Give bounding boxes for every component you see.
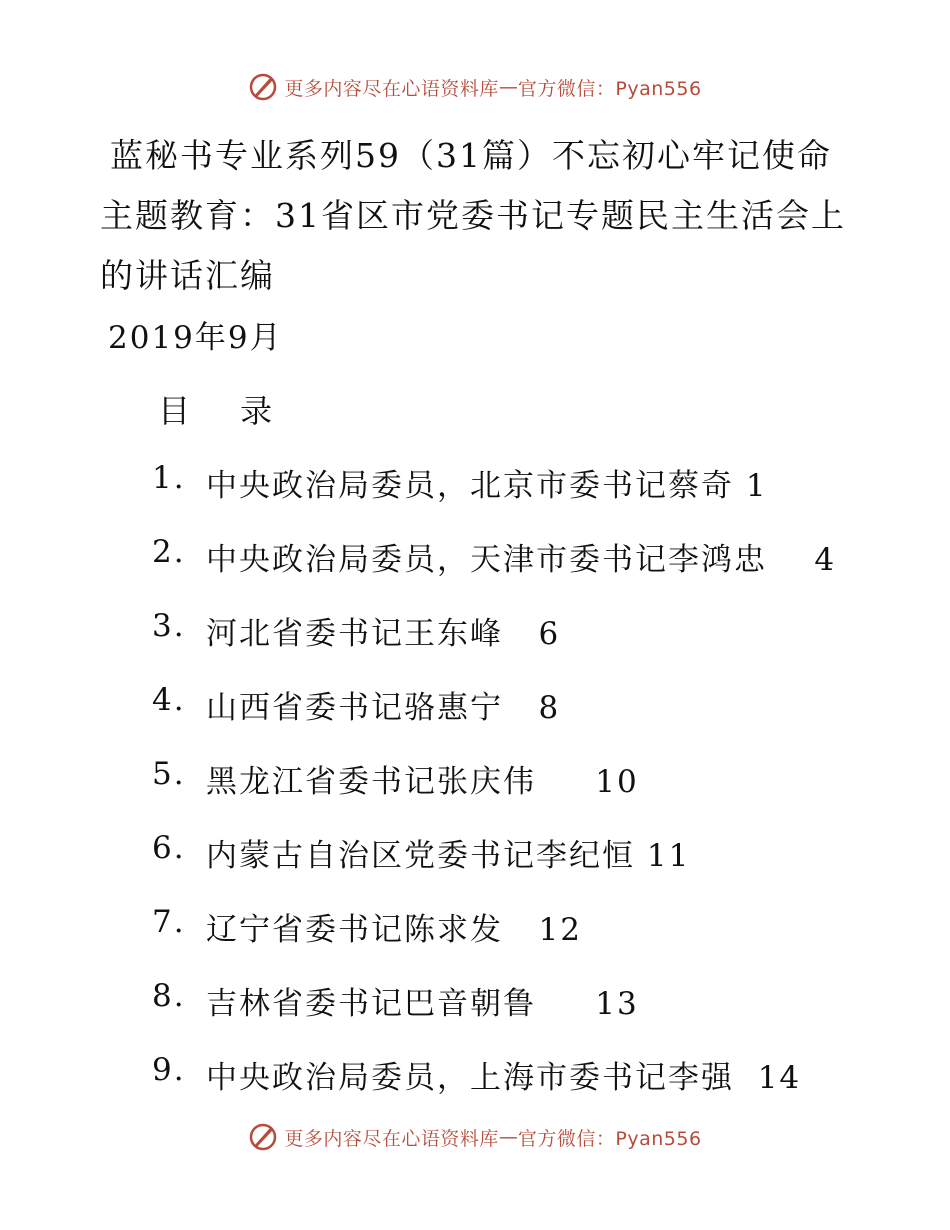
toc-item	[152, 460, 836, 534]
toc-item-number: 9.	[152, 1052, 186, 1088]
toc-item	[152, 1052, 836, 1126]
toc-item-text: 河北省委书记王东峰 6	[206, 616, 561, 652]
toc-item-number: 5.	[152, 756, 186, 792]
toc-item	[152, 534, 836, 608]
toc-item-text: 山西省委书记骆惠宁 8	[206, 690, 561, 726]
toc-item	[152, 978, 836, 1052]
toc-item	[152, 608, 836, 682]
toc-item-number: 7.	[152, 904, 186, 940]
toc-item-number: 4.	[152, 682, 186, 718]
toc-item-number: 8.	[152, 978, 186, 1014]
header-watermark	[0, 72, 950, 102]
toc-item	[152, 682, 836, 756]
toc-item-text: 中央政治局委员，天津市委书记李鸿忠 4	[206, 542, 837, 578]
toc-item	[152, 756, 836, 830]
quill-logo-icon	[248, 72, 278, 102]
document-title: 蓝秘书专业系列59（31篇）不忘初心牢记使命主题教育：31省区市党委书记专题民主生活会上的讲话汇编	[100, 136, 846, 295]
watermark-suffix: 官方微信：Pyan556	[517, 77, 702, 100]
watermark-separator: —	[498, 76, 518, 98]
watermark-text: 更多内容尽在心语资料库	[284, 1127, 499, 1150]
toc-item-text: 中央政治局委员，北京市委书记蔡奇 1	[206, 468, 768, 504]
toc-item-text: 内蒙古自治区党委书记李纪恒 11	[206, 838, 691, 874]
toc-item-number: 3.	[152, 608, 186, 644]
toc-item-text: 吉林省委书记巴音朝鲁 13	[206, 986, 639, 1022]
quill-logo-icon	[248, 1122, 278, 1152]
footer-watermark	[0, 1122, 950, 1152]
toc-heading: 目 录	[158, 392, 293, 430]
table-of-contents	[152, 460, 836, 1126]
watermark-suffix: 官方微信：Pyan556	[517, 1127, 702, 1150]
watermark-text: 更多内容尽在心语资料库	[284, 77, 499, 100]
toc-item-number: 6.	[152, 830, 186, 866]
toc-item-text: 黑龙江省委书记张庆伟 10	[206, 764, 639, 800]
document-date: 2019年9月	[108, 320, 283, 356]
toc-item	[152, 904, 836, 978]
toc-item	[152, 830, 836, 904]
toc-item-number: 1.	[152, 460, 186, 496]
toc-item-text: 中央政治局委员，上海市委书记李强 14	[206, 1060, 802, 1096]
toc-item-number: 2.	[152, 534, 186, 570]
watermark-separator: —	[498, 1126, 518, 1148]
toc-item-text: 辽宁省委书记陈求发 12	[206, 912, 583, 948]
